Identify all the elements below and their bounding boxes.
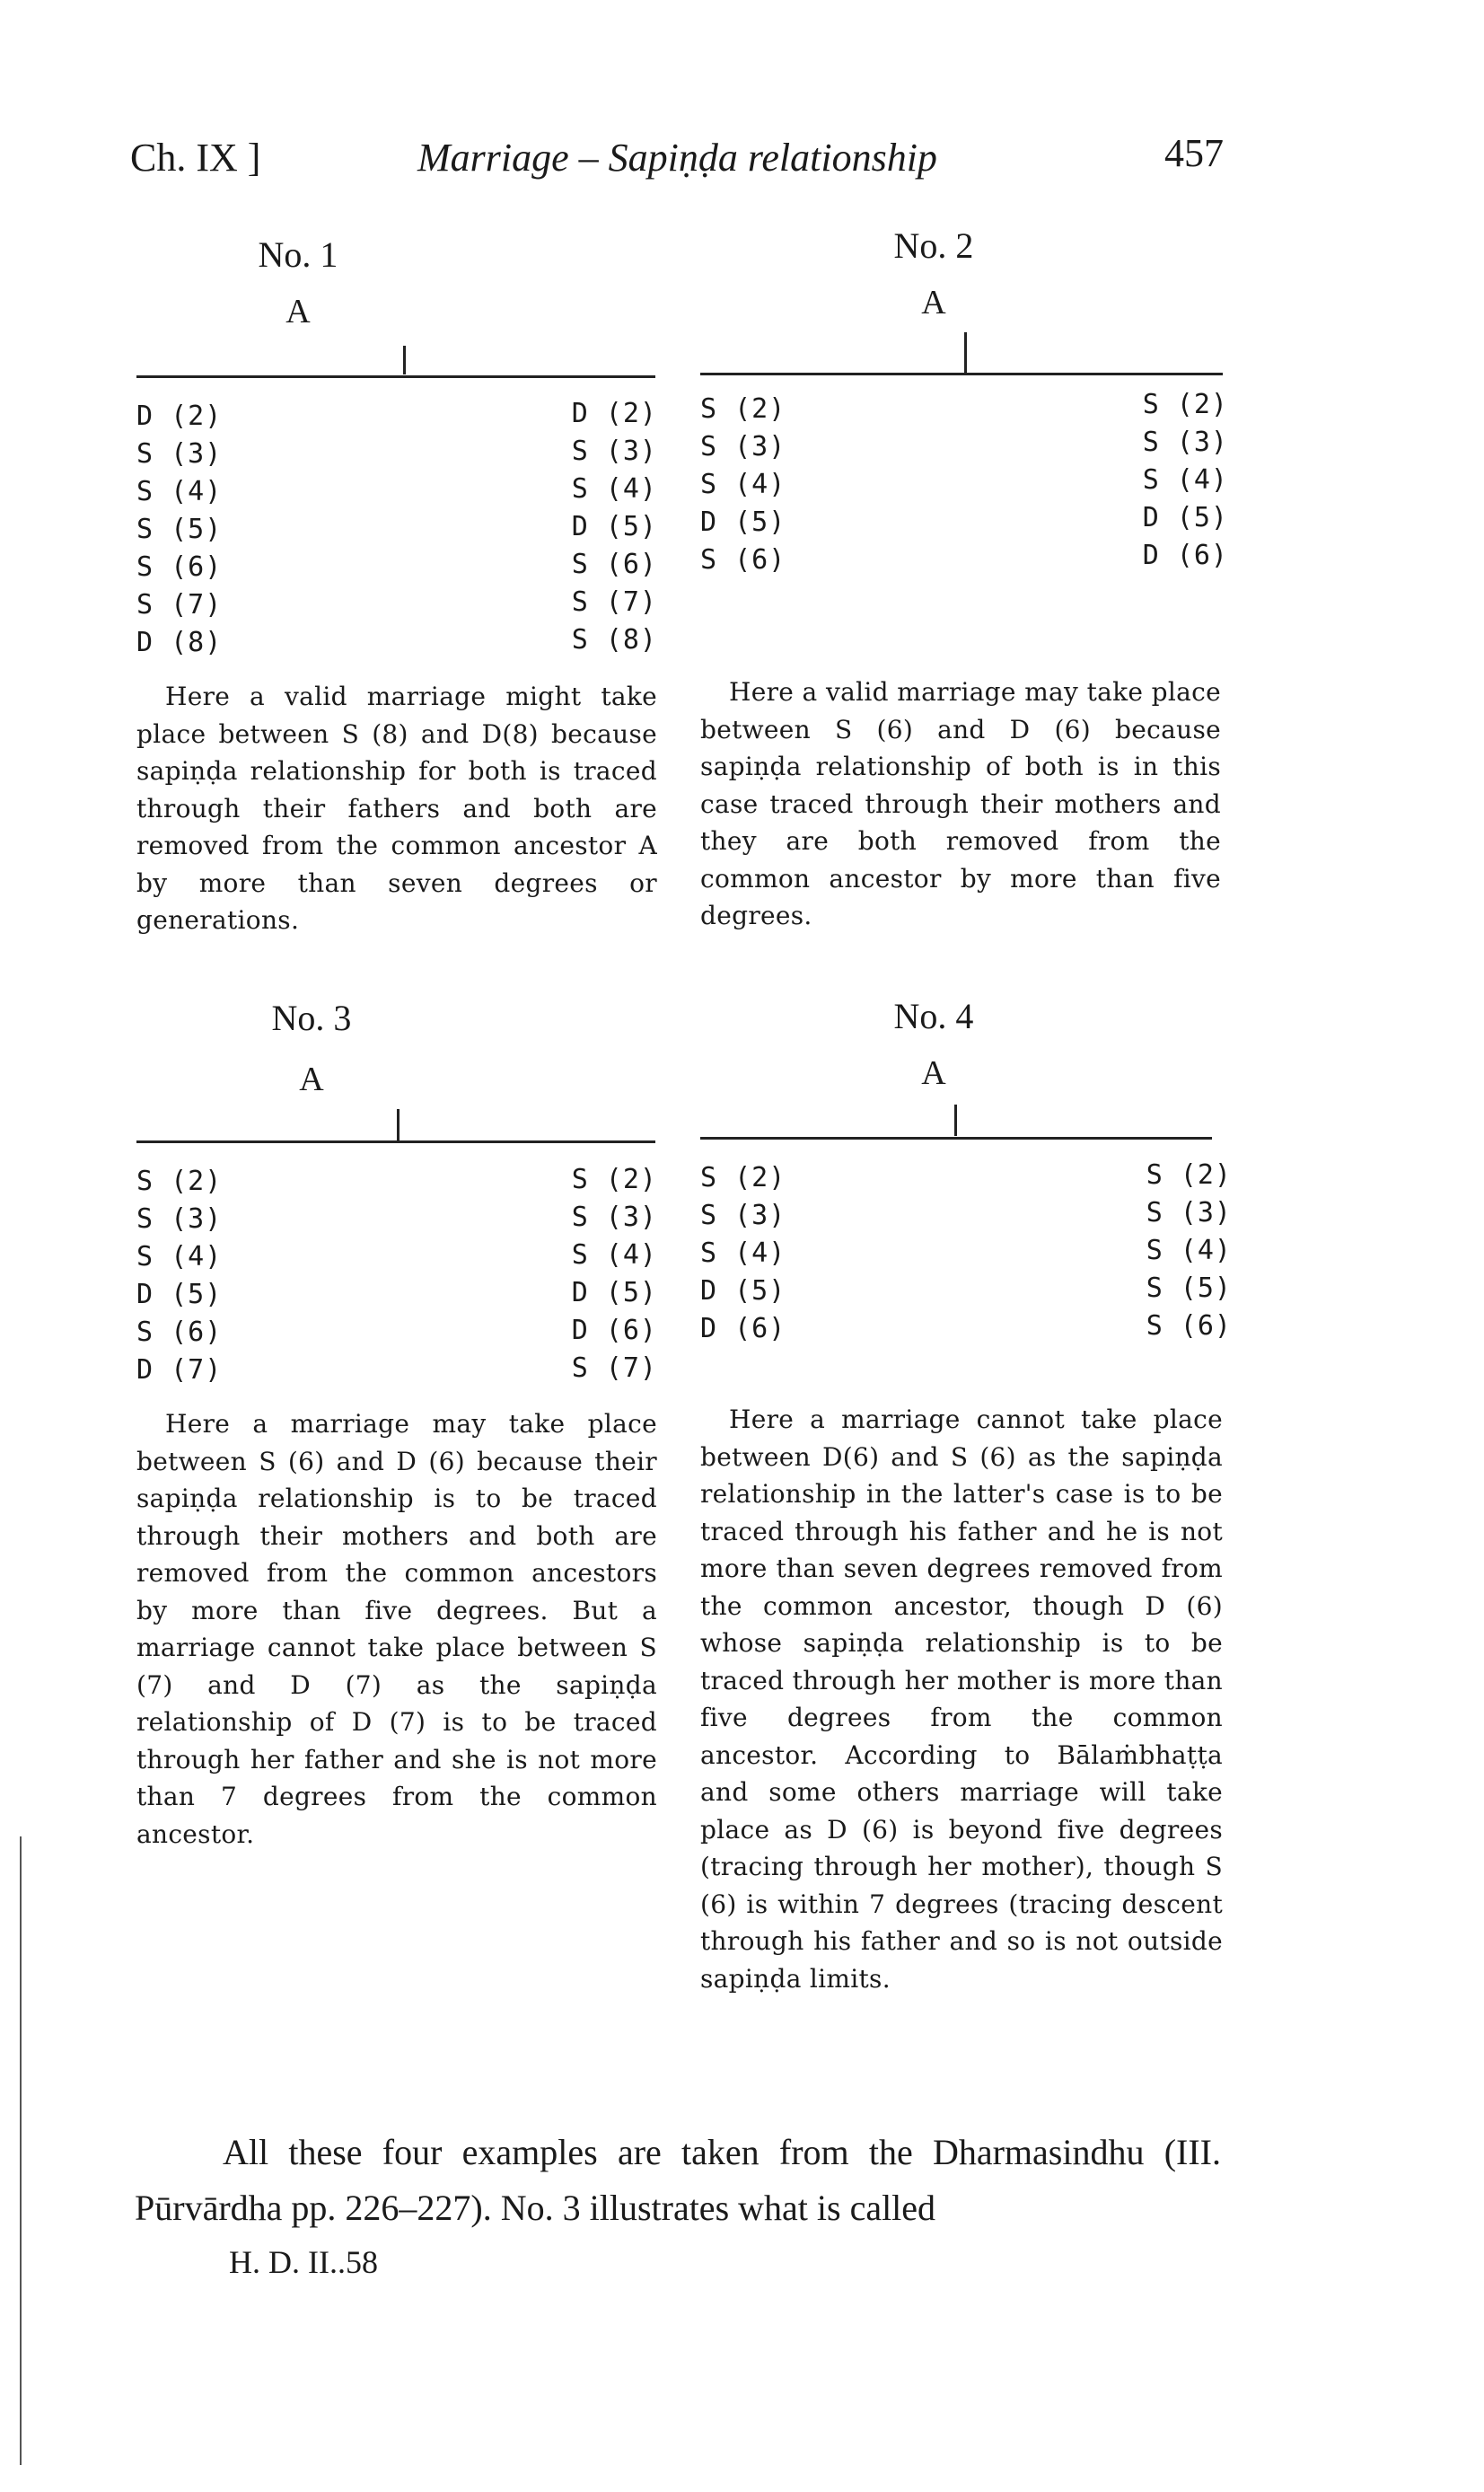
example-4-text: Here a marriage cannot take place between D(6) and S (6) as the sapiṇḍa relationship in the latter's case is to be traced through his father and he is not more than seven degrees removed from the common ancestor, though D (6) whose sapiṇḍa relationship is to be traced through her mother is more than five degrees from the common ancestor. According to Bālaṁbhaṭṭa and some others marriage will take place as D (6) is beyond five degrees (tracing through her mother), though S (6) is within 7 degrees (tracing descent through his father and so is not outside sapiṇḍa limits.	[700, 1405, 1223, 1994]
example-1-text: Here a valid marriage might take place between S (8) and D(8) because sapiṇḍa relationship for both is traced through their fathers and both are removed from the common ancestor A by more than seven degrees or generations.	[136, 682, 657, 935]
list-item: D (6)	[571, 1315, 657, 1346]
example-label: No. 4	[893, 996, 974, 1036]
example-label: No. 3	[271, 998, 352, 1038]
list-item: S (4)	[1146, 1235, 1232, 1266]
tree-stem	[403, 346, 406, 374]
tree-stem	[954, 1105, 957, 1136]
list-item: S (4)	[571, 473, 657, 505]
list-item: S (8)	[571, 624, 657, 656]
right-column	[1146, 1157, 1232, 1345]
list-item: S (3)	[571, 436, 657, 467]
list-item: S (6)	[700, 544, 786, 576]
example-2-text: Here a valid marriage may take place between S (6) and D (6) because sapiṇḍa relationship of both is in this case traced through their mothers and they are both removed from the common ancestor by more than five degrees.	[700, 677, 1221, 930]
list-item: S (4)	[136, 1241, 223, 1272]
chapter-label: Ch. IX ]	[130, 136, 261, 180]
margin-rule	[20, 1836, 22, 2465]
list-item: D (2)	[136, 401, 223, 432]
list-item: D (5)	[571, 1277, 657, 1308]
list-item: D (5)	[700, 506, 786, 538]
list-item: D (5)	[571, 511, 657, 542]
list-item: D (5)	[1142, 502, 1228, 533]
list-item: S (4)	[571, 1239, 657, 1271]
list-item: S (6)	[136, 1316, 223, 1348]
ancestor-label: A	[921, 284, 946, 321]
list-item: S (7)	[571, 1352, 657, 1384]
list-item: S (2)	[1142, 389, 1228, 420]
list-item: S (4)	[700, 469, 786, 500]
tree-stem	[397, 1109, 400, 1140]
list-item: D (8)	[136, 627, 223, 658]
list-item: S (4)	[136, 476, 223, 507]
left-column	[136, 398, 222, 662]
right-column	[1143, 386, 1228, 575]
example-label: No. 1	[258, 234, 338, 275]
list-item: S (3)	[1142, 427, 1228, 458]
list-item: D (6)	[700, 1313, 786, 1344]
tree-rule	[700, 1137, 1212, 1140]
tree-rule	[136, 1140, 655, 1143]
tree-stem	[964, 332, 967, 373]
list-item: D (5)	[136, 1279, 223, 1310]
ancestor-label: A	[921, 1054, 946, 1092]
list-item: S (5)	[1146, 1272, 1232, 1304]
right-column	[572, 395, 657, 659]
left-column	[700, 1159, 786, 1348]
list-item: D (5)	[700, 1275, 786, 1307]
example-4	[700, 995, 1232, 1372]
list-item: S (3)	[700, 1200, 786, 1231]
list-item: S (3)	[136, 1203, 223, 1235]
body-paragraph: All these four examples are taken from the Dharmasindhu (III. Pūrvārdha pp. 226–227). No. 3 illustrates what is called	[135, 2132, 1221, 2228]
tree-rule	[136, 375, 655, 378]
tree-rule	[700, 373, 1223, 375]
left-column	[700, 391, 786, 579]
list-item: S (2)	[700, 1162, 786, 1193]
signature-mark: H. D. II..58	[229, 2244, 378, 2280]
list-item: S (4)	[1142, 464, 1228, 496]
list-item: S (4)	[700, 1237, 786, 1269]
right-column	[572, 1161, 657, 1387]
list-item: S (2)	[136, 1166, 223, 1197]
ancestor-label: A	[285, 293, 311, 330]
list-item: S (3)	[700, 431, 786, 462]
left-column	[136, 1163, 222, 1389]
example-label: No. 2	[893, 225, 974, 266]
list-item: D (7)	[136, 1354, 223, 1386]
running-title: Marriage – Sapiṇḍa relationship	[417, 136, 937, 180]
list-item: S (6)	[136, 551, 223, 583]
list-item: S (2)	[571, 1164, 657, 1195]
example-3	[136, 997, 657, 1386]
list-item: S (6)	[571, 549, 657, 580]
list-item: S (3)	[571, 1202, 657, 1233]
list-item: S (2)	[1146, 1159, 1232, 1191]
list-item: D (6)	[1142, 540, 1228, 571]
list-item: S (7)	[136, 589, 223, 621]
list-item: S (6)	[1146, 1310, 1232, 1342]
list-item: S (3)	[1146, 1197, 1232, 1228]
page-number: 457	[1164, 131, 1224, 175]
list-item: S (5)	[136, 514, 223, 545]
list-item: S (3)	[136, 438, 223, 470]
list-item: D (2)	[571, 398, 657, 429]
ancestor-label: A	[299, 1061, 324, 1098]
list-item: S (7)	[571, 586, 657, 618]
list-item: S (2)	[700, 393, 786, 425]
example-3-text: Here a marriage may take place between S (6) and D (6) because their sapiṇḍa relationship is to be traced through their mothers and both are removed from the common ancestors by more than five degrees. But a marriage cannot take place between S (7) and D (7) as the sapiṇḍa relationship of D (7) is to be traced through her father and she is not more than 7 degrees from the common ancestor.	[136, 1409, 657, 1849]
